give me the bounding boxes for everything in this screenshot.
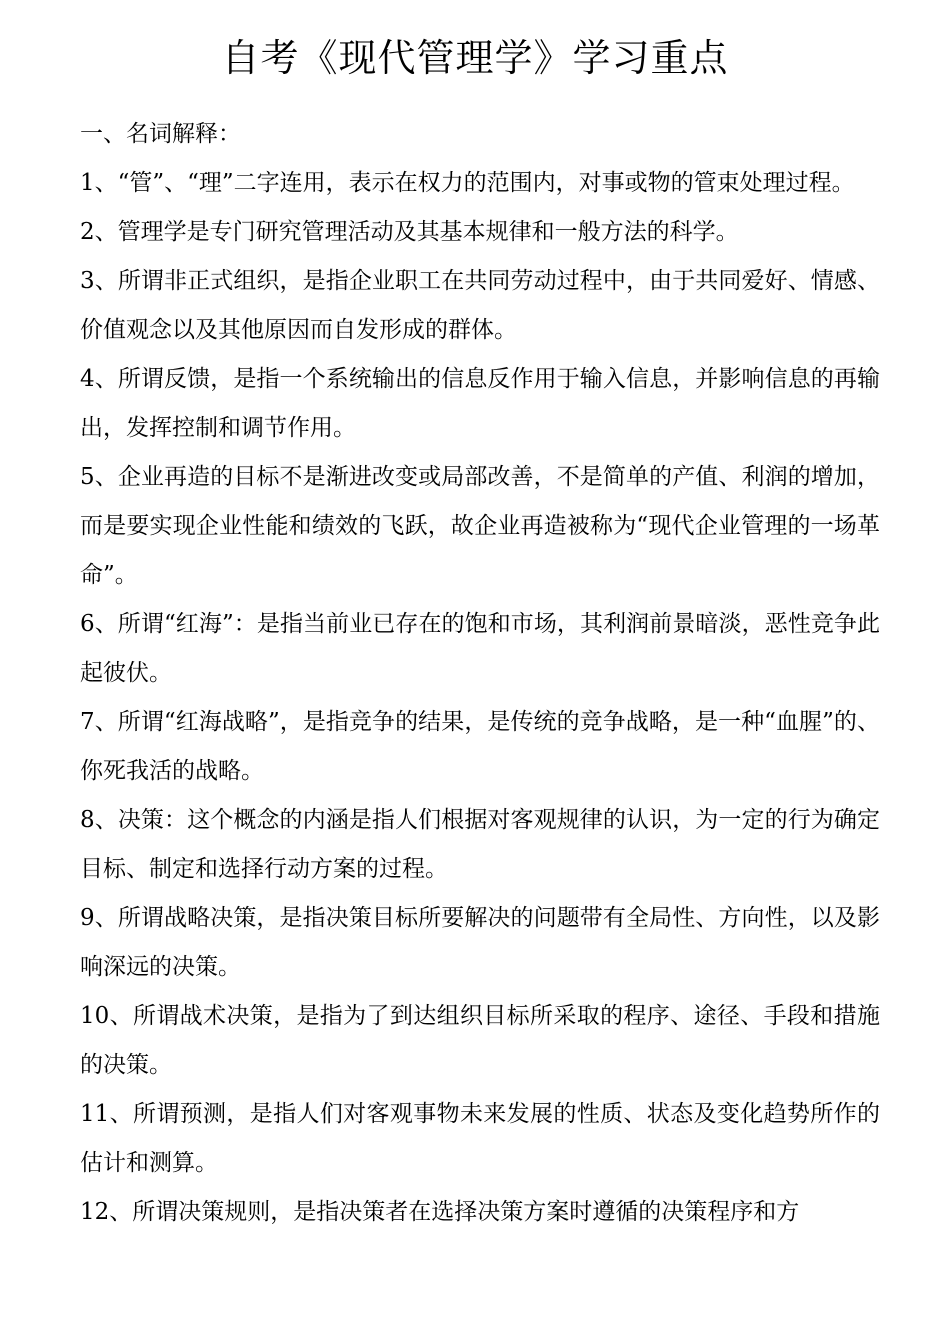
document-body: [80, 110, 880, 1237]
definition-item: 7、所谓“红海战略”，是指竞争的结果，是传统的竞争战略，是一种“血腥”的、你死我活的战略。: [80, 709, 880, 784]
document-title: 自考《现代管理学》学习重点: [221, 36, 729, 80]
definition-item: 6、所谓“红海”：是指当前业已存在的饱和市场，其利润前景暗淡，恶性竞争此起彼伏。: [80, 611, 880, 686]
definition-item: 8、决策：这个概念的内涵是指人们根据对客观规律的认识，为一定的行为确定目标、制定和选择行动方案的过程。: [80, 807, 880, 882]
definition-item: 3、所谓非正式组织，是指企业职工在共同劳动过程中，由于共同爱好、情感、价值观念以及其他原因而自发形成的群体。: [80, 268, 880, 343]
definition-item: 5、企业再造的目标不是渐进改变或局部改善，不是简单的产值、利润的增加，而是要实现企业性能和绩效的飞跃，故企业再造被称为“现代企业管理的一场革命”。: [80, 464, 880, 588]
definition-item: 9、所谓战略决策，是指决策目标所要解决的问题带有全局性、方向性，以及影响深远的决策。: [80, 905, 880, 980]
definition-item: 1、“管”、“理”二字连用，表示在权力的范围内，对事或物的管束处理过程。: [80, 170, 855, 196]
definition-item: 11、所谓预测，是指人们对客观事物未来发展的性质、状态及变化趋势所作的估计和测算。: [80, 1101, 880, 1176]
definition-item: 2、管理学是专门研究管理活动及其基本规律和一般方法的科学。: [80, 219, 739, 245]
definition-item: 12、所谓决策规则，是指决策者在选择决策方案时遵循的决策程序和方: [80, 1199, 800, 1225]
definition-item: 4、所谓反馈，是指一个系统输出的信息反作用于输入信息，并影响信息的再输出，发挥控制和调节作用。: [80, 366, 880, 441]
section-heading: 一、名词解释：: [80, 121, 241, 147]
definition-item: 10、所谓战术决策，是指为了到达组织目标所采取的程序、途径、手段和措施的决策。: [80, 1003, 880, 1078]
